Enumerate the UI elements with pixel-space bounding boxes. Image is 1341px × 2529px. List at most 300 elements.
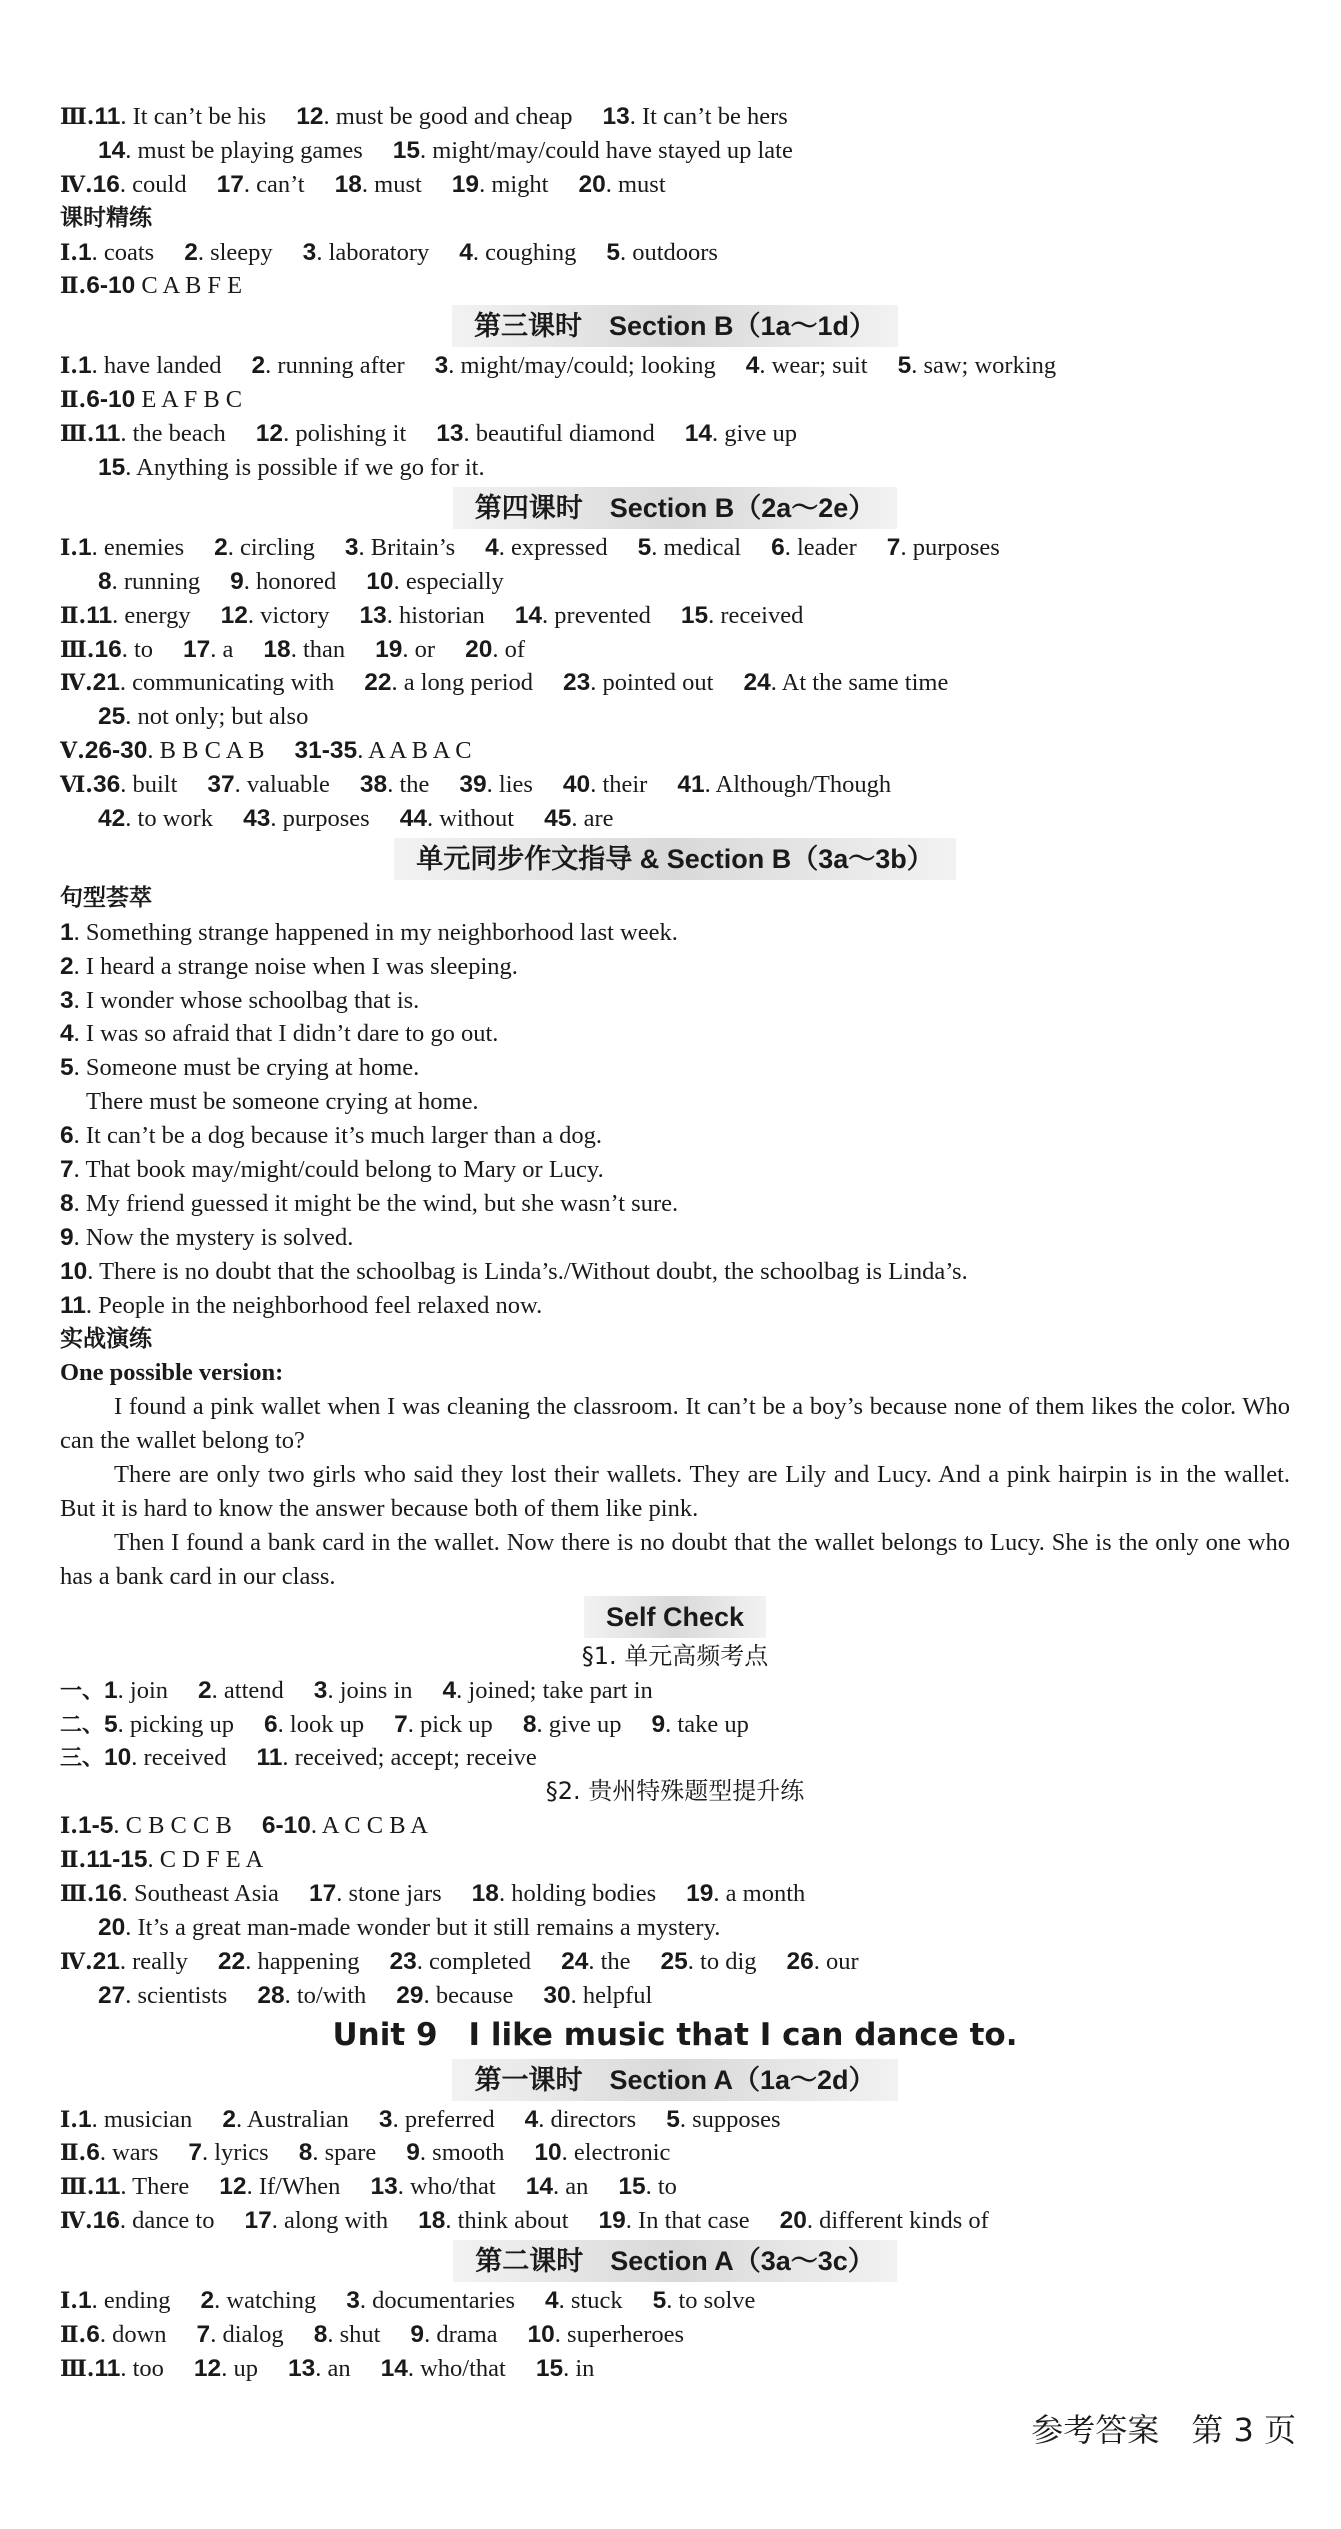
item-dot: . (235, 2105, 247, 2133)
item-number: 18 (263, 635, 291, 663)
item-answer: might/may/could have stayed up late (432, 136, 793, 164)
item-dot: . (708, 601, 721, 629)
subsection-title: §2. 贵州特殊题型提升练 (545, 1777, 805, 1806)
sentence-text: I was so afraid that I didn’t dare to go out. (85, 1020, 499, 1048)
item-dot: . (91, 2105, 104, 2133)
item-number: 9 (230, 567, 244, 595)
item-answer: coats (103, 238, 155, 266)
item-dot: . (479, 170, 492, 198)
roman-numeral: Ⅳ. (60, 670, 93, 697)
roman-numeral: Ⅱ. (60, 602, 87, 629)
item-dot: . (214, 2287, 227, 2315)
roman-numeral: Ⅴ. (60, 738, 85, 765)
item-number: 38 (359, 771, 388, 799)
roman-numeral: Ⅰ. (60, 2288, 78, 2315)
item-dot: . (605, 170, 618, 198)
item-number: 8 (313, 2320, 328, 2348)
item-dot: . (359, 2287, 373, 2315)
item-number: 17 (183, 635, 211, 663)
item-answer: not only; but also (137, 703, 309, 731)
item-number: 2 (200, 2287, 215, 2315)
item-answer: scientists (137, 1981, 228, 2009)
item-number: 2 (222, 2105, 236, 2133)
answer-row (60, 734, 1290, 768)
item-dot: . (312, 2139, 325, 2167)
item-answer: C D F E A (159, 1846, 264, 1874)
answer-item (183, 636, 233, 663)
answer-item (219, 2173, 340, 2200)
item-dot: . (687, 1947, 701, 1975)
answer-item (197, 2321, 284, 2348)
answer-item (381, 2355, 506, 2382)
item-dot: . (73, 1054, 86, 1082)
item-dot: . (247, 601, 261, 629)
answer-row (60, 1809, 1290, 1843)
page-footer: 参考答案 第 3 页 (1031, 2411, 1296, 2449)
answer-item (666, 2106, 780, 2133)
item-dot: . (416, 1947, 430, 1975)
item-answer: documentaries (372, 2287, 515, 2315)
item-answer: helpful (582, 1981, 653, 2009)
answer-item (198, 1677, 284, 1704)
item-dot: . (120, 771, 133, 799)
item-answer: the beach (132, 420, 226, 448)
item-number: 13 (359, 601, 387, 629)
item-number: 5 (60, 1054, 74, 1082)
answer-row (60, 2103, 1290, 2137)
item-dot: . (561, 2139, 574, 2167)
answer-item (86, 602, 190, 629)
item-dot: . (131, 1744, 144, 1772)
item-answer: ending (103, 2287, 171, 2315)
item-number: 9 (410, 2320, 425, 2348)
item-answer: C A B F E (135, 272, 243, 300)
item-number: 24 (743, 669, 771, 697)
self-check-band: Self Check (60, 1596, 1290, 1638)
answer-item (93, 669, 335, 696)
item-answer: received (720, 601, 804, 629)
answer-item (526, 2173, 589, 2200)
answer-item (243, 805, 370, 832)
item-answer: beautiful diamond (475, 420, 655, 448)
answer-row (60, 2352, 1290, 2386)
sentence-text: There is no doubt that the schoolbag is Linda’s./Without doubt, the schoolbag is Linda’s. (99, 1257, 968, 1285)
answer-item (188, 2139, 268, 2166)
item-number: 12 (255, 420, 284, 448)
item-answer: to solve (678, 2287, 756, 2315)
answer-item (653, 2287, 756, 2314)
answer-item (443, 1677, 653, 1704)
answer-item (222, 2106, 349, 2133)
item-dot: . (393, 567, 406, 595)
item-number: 4 (60, 1020, 74, 1048)
item-answer: purposes (912, 533, 1000, 561)
answer-item (364, 669, 533, 696)
item-dot: . (147, 737, 160, 765)
item-answer: There (132, 2173, 190, 2201)
roman-numeral: 三、 (60, 1745, 105, 1772)
item-answer: A C C B A (321, 1812, 429, 1840)
item-number: 20 (465, 635, 493, 663)
item-dot: . (112, 601, 125, 629)
item-number: 1-5 (77, 1812, 114, 1840)
roman-numeral: Ⅱ. (60, 273, 87, 300)
item-dot: . (357, 737, 369, 765)
item-dot: . (202, 2139, 215, 2167)
sentence-text: Someone must be crying at home. (85, 1054, 420, 1082)
item-answer: purposes (282, 805, 370, 833)
answer-item (98, 454, 485, 481)
item-number: 5 (652, 2287, 667, 2315)
answer-item (375, 636, 435, 663)
item-answer: really (132, 1947, 188, 1975)
item-dot: . (619, 238, 633, 266)
section-heading: 课时精练 (60, 204, 152, 231)
item-dot: . (316, 238, 329, 266)
item-dot: . (73, 1122, 86, 1150)
item-number: 7 (196, 2320, 211, 2348)
roman-numeral: Ⅰ. (60, 2106, 78, 2133)
answer-item (264, 1711, 364, 1738)
item-dot: . (243, 170, 257, 198)
item-number: 2 (198, 1676, 212, 1704)
item-number: 19 (686, 1879, 714, 1907)
roman-numeral: Ⅵ. (60, 772, 93, 799)
item-dot: . (806, 2207, 820, 2235)
item-dot: . (704, 771, 716, 799)
answer-row (60, 2284, 1290, 2318)
item-dot: . (542, 601, 555, 629)
item-dot: . (120, 420, 133, 448)
item-number: 8 (522, 1710, 537, 1738)
item-dot: . (120, 2354, 133, 2382)
item-dot: . (445, 2207, 458, 2235)
answer-item (262, 1812, 428, 1839)
item-dot: . (426, 805, 440, 833)
sentence-item (60, 1085, 1290, 1119)
item-number: 6-10 (86, 386, 136, 414)
item-number: 40 (562, 771, 591, 799)
answer-item (214, 534, 315, 561)
sentence-item (60, 1051, 1290, 1085)
roman-numeral: Ⅰ. (60, 1813, 78, 1840)
item-answer: joined; take part in (468, 1676, 653, 1704)
answer-row (60, 269, 1290, 303)
item-dot: . (327, 1676, 340, 1704)
answer-item (288, 2355, 351, 2382)
sentence-text: There must be someone crying at home. (86, 1088, 479, 1116)
sentence-item (60, 984, 1290, 1018)
item-dot: . (87, 1257, 100, 1285)
item-dot: . (91, 238, 104, 266)
item-number: 5 (897, 352, 912, 380)
item-number: 26-30 (84, 737, 148, 765)
item-dot: . (73, 1223, 86, 1251)
item-number: 42 (98, 805, 126, 833)
item-dot: . (125, 454, 137, 482)
item-dot: . (392, 2105, 405, 2133)
item-number: 11 (86, 601, 113, 629)
item-number: 6 (60, 1122, 74, 1150)
item-number: 12 (219, 2173, 247, 2201)
answer-item (78, 1812, 232, 1839)
item-dot: . (387, 771, 400, 799)
item-answer: watching (226, 2287, 317, 2315)
item-answer: sleepy (210, 238, 273, 266)
lesson-title-band: 第一课时 Section A（1a～2d） (60, 2059, 1290, 2101)
answer-item (217, 171, 305, 198)
item-dot: . (492, 635, 505, 663)
item-dot: . (284, 1981, 297, 2009)
item-number: 25 (660, 1947, 688, 1975)
item-answer: C B C C B (125, 1812, 232, 1840)
item-dot: . (91, 352, 104, 380)
item-number: 4 (442, 1676, 457, 1704)
item-number: 11 (94, 103, 121, 130)
answer-item (638, 534, 741, 561)
item-dot: . (73, 986, 86, 1014)
answer-item (94, 1880, 278, 1907)
answer-item (252, 352, 405, 379)
item-answer: Although/Though (715, 771, 892, 799)
item-dot: . (282, 1744, 295, 1772)
version-label: One possible version: (60, 1359, 284, 1387)
answer-row (60, 1979, 1290, 2013)
essay (60, 1390, 1290, 1593)
item-dot: . (911, 352, 924, 380)
sentence-item (60, 950, 1290, 984)
item-answer: valuable (246, 771, 330, 799)
item-dot: . (243, 567, 256, 595)
item-dot: . (813, 1947, 827, 1975)
answer-item (98, 805, 213, 832)
section-heading: 句型荟萃 (60, 884, 152, 911)
item-number: 6 (264, 1710, 278, 1738)
lesson-title-band: 第二课时 Section A（3a～3c） (60, 2240, 1290, 2282)
answer-item (98, 137, 363, 164)
roman-numeral: Ⅲ. (60, 2174, 95, 2201)
item-answer: happening (257, 1947, 360, 1975)
item-answer: musician (103, 2105, 193, 2133)
answer-row (60, 1911, 1290, 1945)
item-answer: laboratory (328, 238, 430, 266)
item-number: 15 (618, 2173, 646, 2201)
item-dot: . (554, 2320, 568, 2348)
item-answer: completed (429, 1947, 532, 1975)
item-number: 23 (563, 669, 591, 697)
answer-item (94, 103, 266, 130)
item-answer: picking up (129, 1710, 235, 1738)
item-answer: must (374, 170, 422, 198)
item-answer: might (491, 170, 549, 198)
item-dot: . (265, 352, 278, 380)
item-dot: . (113, 1812, 126, 1840)
item-dot: . (119, 2207, 133, 2235)
item-dot: . (310, 1812, 322, 1840)
answer-row (60, 100, 1290, 134)
roman-numeral: Ⅲ. (60, 636, 95, 663)
item-answer: directors (550, 2105, 637, 2133)
item-number: 6 (771, 533, 785, 561)
answer-item (263, 636, 345, 663)
answer-item (360, 771, 429, 798)
item-answer: Britain’s (370, 533, 456, 561)
item-number: 1 (77, 238, 92, 266)
item-dot: . (245, 1947, 258, 1975)
item-number: 9 (406, 2139, 420, 2167)
item-answer: attend (223, 1676, 284, 1704)
answer-item (485, 534, 608, 561)
answer-item (94, 2173, 189, 2200)
answer-item (436, 420, 654, 447)
item-dot: . (197, 238, 211, 266)
item-dot: . (570, 1981, 583, 2009)
item-dot: . (117, 1676, 130, 1704)
answer-row (60, 1843, 1290, 1877)
item-dot: . (111, 567, 124, 595)
item-dot: . (271, 2207, 284, 2235)
item-dot: . (463, 420, 476, 448)
item-answer: prevented (554, 601, 651, 629)
answer-item (534, 2139, 670, 2166)
item-number: 6-10 (261, 1812, 311, 1840)
answer-item (599, 2207, 750, 2234)
item-number: 20 (779, 2207, 807, 2235)
item-dot: . (277, 1710, 290, 1738)
answer-item (345, 534, 455, 561)
item-number: 8 (60, 1189, 74, 1217)
answer-item (677, 771, 891, 798)
item-answer: to dig (700, 1947, 757, 1975)
answer-item (515, 602, 651, 629)
answer-item (390, 1948, 532, 1975)
answer-item (771, 534, 857, 561)
item-answer: join (129, 1676, 169, 1704)
answer-row (60, 417, 1290, 451)
answer-item (309, 1880, 442, 1907)
item-dot: . (327, 2320, 340, 2348)
item-dot: . (563, 2354, 576, 2382)
item-dot: . (770, 669, 782, 697)
item-answer: E A F B C (135, 386, 243, 414)
answer-item (459, 771, 533, 798)
sentence-item (60, 1017, 1290, 1051)
answer-item (393, 137, 793, 164)
answer-row (60, 134, 1290, 168)
item-answer: or (414, 635, 436, 663)
item-number: 3 (313, 1676, 328, 1704)
item-answer: holding bodies (511, 1879, 657, 1907)
item-number: 6 (86, 2139, 100, 2167)
item-number: 15 (535, 2354, 564, 2382)
item-answer: in (575, 2354, 595, 2382)
item-dot: . (117, 1710, 130, 1738)
item-dot: . (472, 238, 486, 266)
essay-paragraph: There are only two girls who said they lost their wallets. They are Lily and Lucy. And a pink hairpin is in the wallet. But it is hard to know the answer because both of them like pink. (60, 1461, 1290, 1522)
answer-item (93, 171, 187, 198)
item-answer: could (132, 170, 187, 198)
roman-numeral: Ⅱ. (60, 387, 87, 414)
item-answer: especially (405, 567, 504, 595)
answer-item (78, 352, 222, 379)
item-number: 17 (308, 1879, 337, 1907)
item-answer: can’t (256, 170, 305, 198)
item-answer: must (618, 170, 666, 198)
item-number: 4 (745, 352, 760, 380)
item-dot: . (645, 2173, 658, 2201)
item-number: 4 (459, 238, 473, 266)
answer-item (93, 771, 177, 798)
answer-item (256, 420, 406, 447)
answer-item (544, 805, 613, 832)
item-number: 10 (366, 567, 394, 595)
item-number: 15 (680, 601, 709, 629)
item-answer: joins in (339, 1676, 413, 1704)
answer-item (86, 2321, 166, 2348)
item-answer: to/with (296, 1981, 367, 2009)
item-answer: smooth (432, 2139, 505, 2167)
sentence-text: Something strange happened in my neighborhood last week. (85, 918, 678, 946)
item-number: 11 (94, 2354, 121, 2382)
item-answer: an (565, 2173, 589, 2201)
answer-item (296, 103, 572, 130)
item-number: 6-10 (86, 272, 136, 300)
item-answer: victory (260, 601, 330, 629)
item-dot: . (651, 533, 664, 561)
item-answer: wear; suit (771, 352, 868, 380)
item-number: 16 (94, 635, 122, 663)
answer-item (435, 352, 716, 379)
item-dot: . (679, 2105, 693, 2133)
item-dot: . (290, 635, 303, 663)
roman-numeral: Ⅱ. (60, 2321, 87, 2348)
item-answer: the (399, 771, 430, 799)
item-answer: It can’t be hers (642, 103, 788, 130)
item-dot: . (361, 170, 375, 198)
item-number: 13 (602, 103, 630, 130)
item-answer: leader (796, 533, 857, 561)
item-number: 13 (370, 2173, 398, 2201)
item-number: 3 (60, 986, 74, 1014)
item-answer: than (302, 635, 346, 663)
item-answer: too (132, 2354, 164, 2382)
item-number: 3 (346, 2287, 360, 2315)
sentence-item (60, 1119, 1290, 1153)
item-dot: . (590, 771, 603, 799)
answer-item (314, 1677, 413, 1704)
item-answer: of (504, 635, 525, 663)
item-answer: lies (498, 771, 533, 799)
answer-item (98, 1982, 227, 2009)
answer-item (379, 2106, 495, 2133)
answer-row (60, 2170, 1290, 2204)
item-answer: spare (324, 2139, 377, 2167)
answer-item (652, 1711, 749, 1738)
item-number: 7 (60, 1156, 74, 1184)
answer-item (366, 568, 503, 595)
answer-item (563, 669, 713, 696)
answer-item (230, 568, 336, 595)
item-number: 11-15 (86, 1846, 148, 1874)
item-answer: a month (725, 1879, 806, 1907)
answer-item (299, 2139, 377, 2166)
answer-page (60, 100, 1290, 2386)
answer-item (98, 568, 200, 595)
answer-item (787, 1948, 859, 1975)
item-dot: . (666, 2287, 679, 2315)
item-answer: the (600, 1947, 631, 1975)
answer-item (78, 2106, 192, 2133)
